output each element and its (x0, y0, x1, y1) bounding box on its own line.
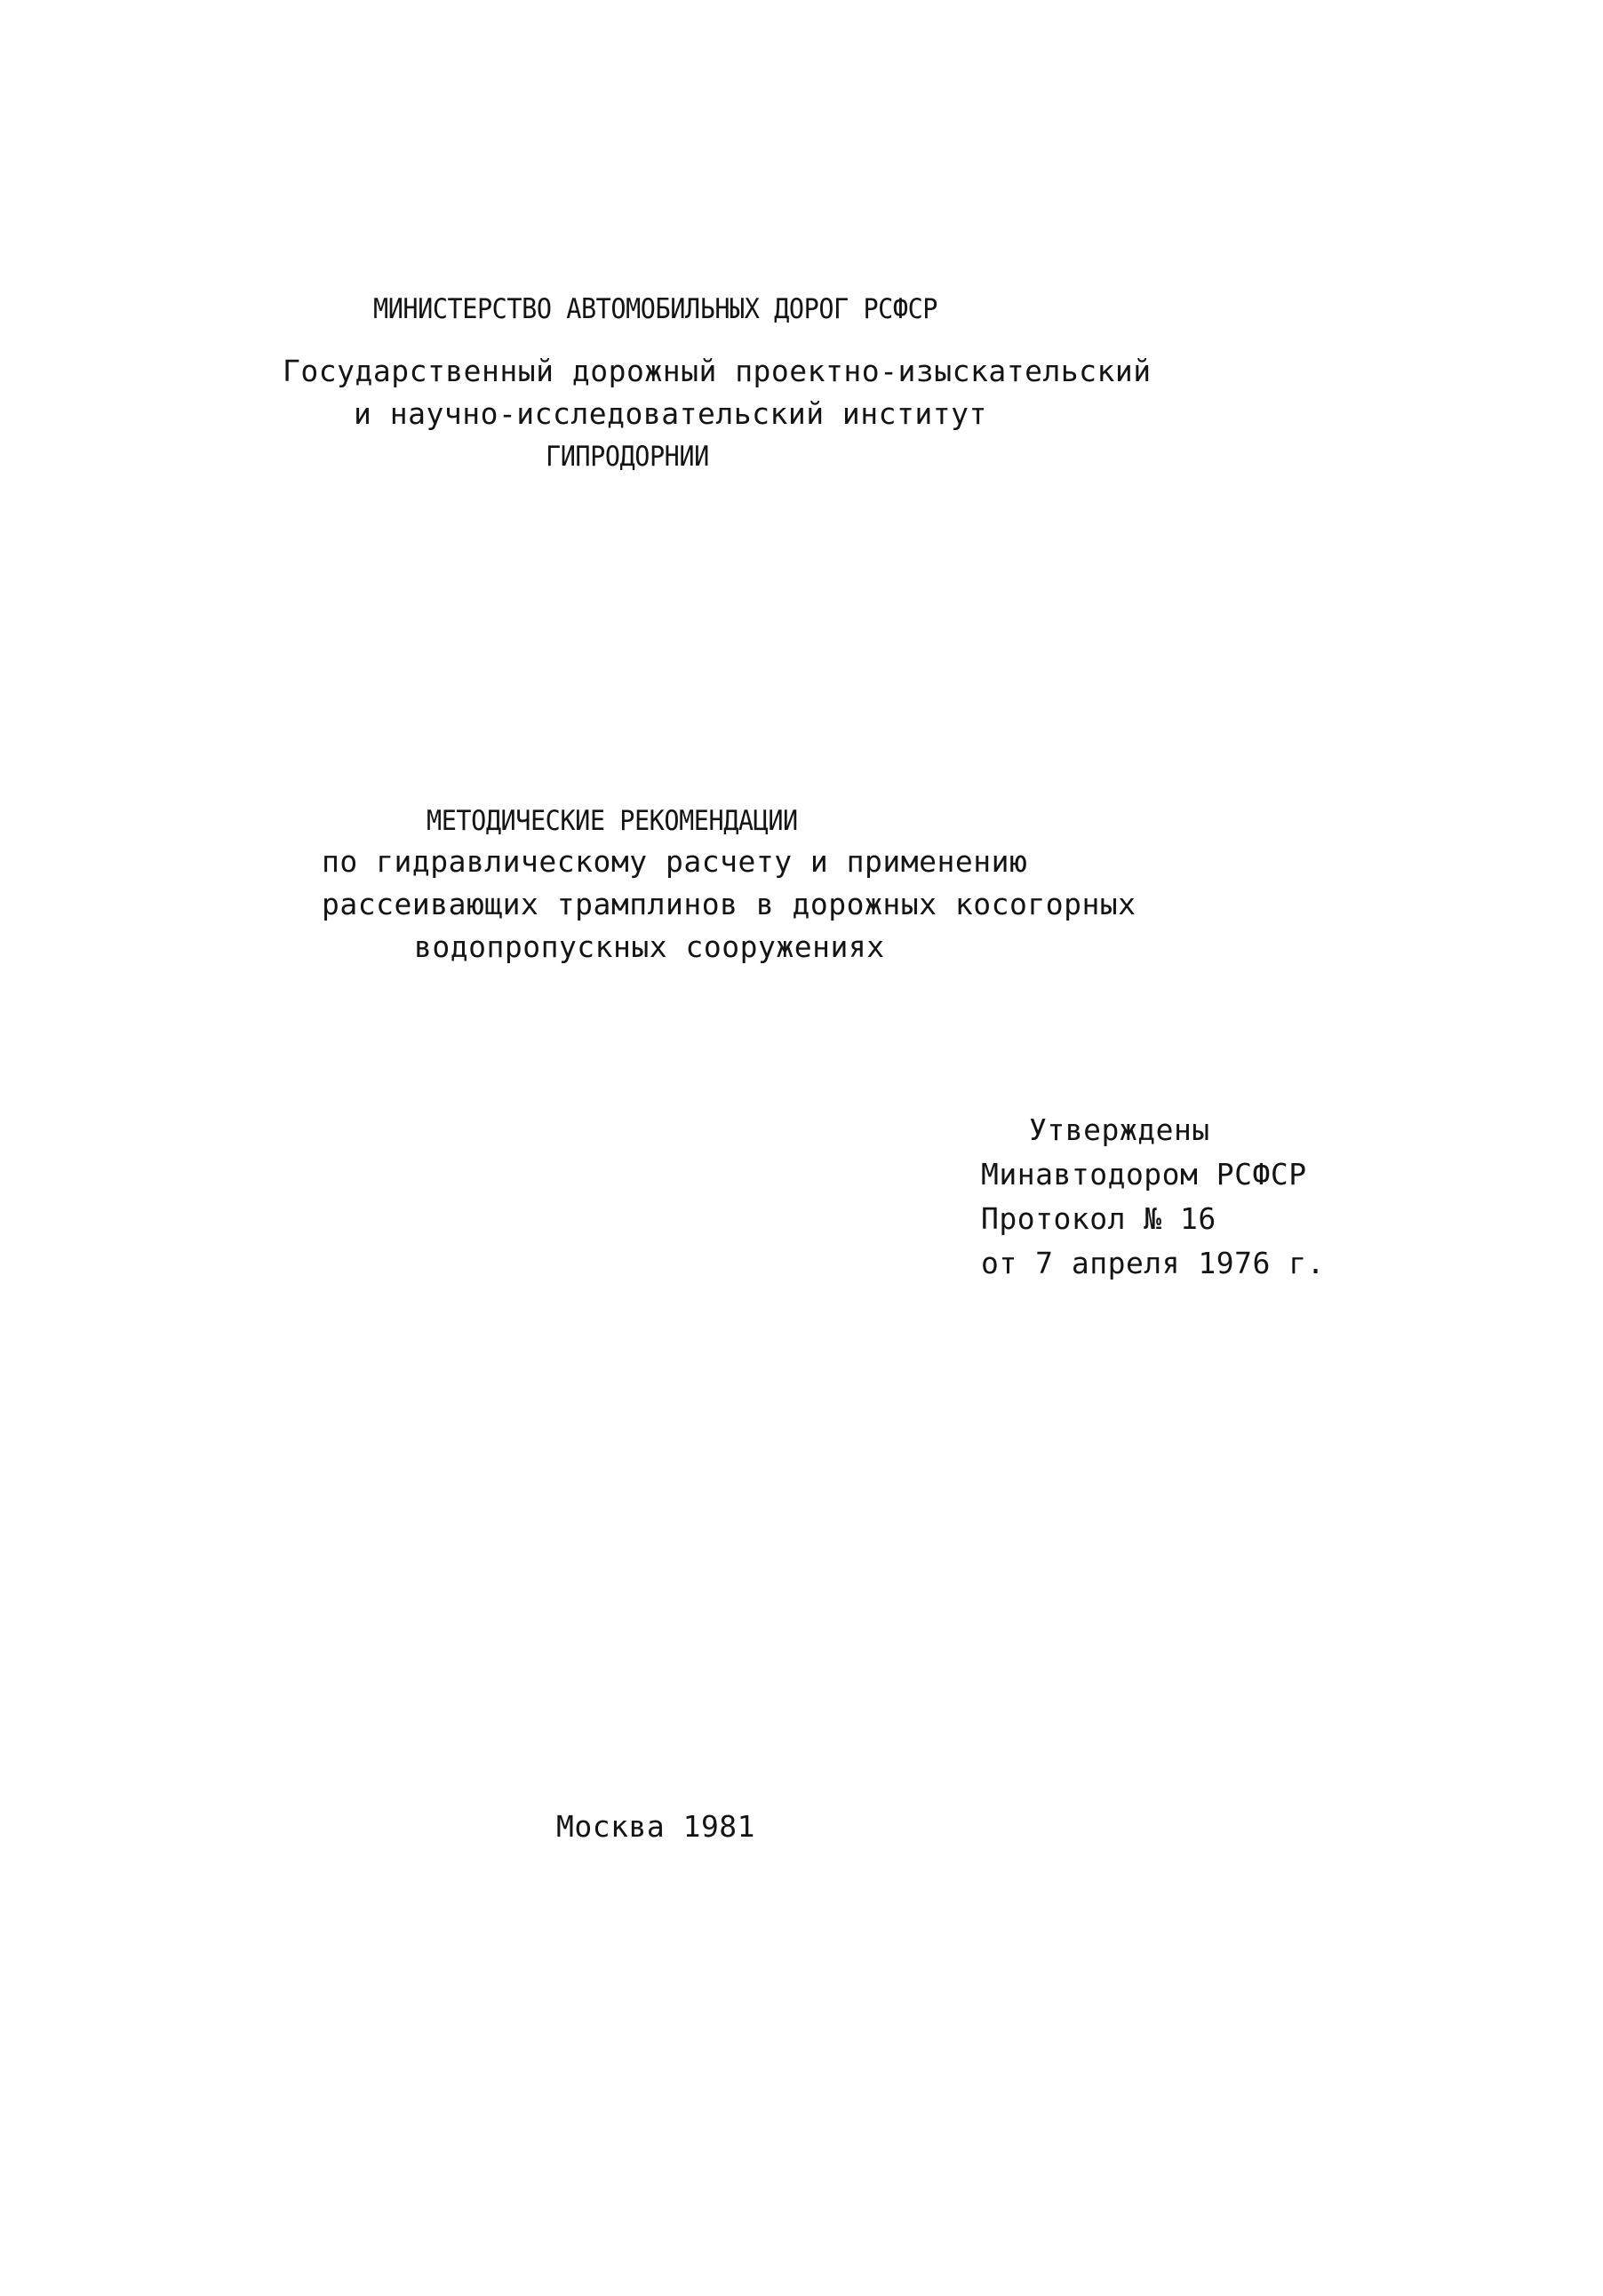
institute-line-2: и научно-исследовательский институт (354, 396, 987, 431)
title-line-1: по гидравлическому расчету и применению (322, 844, 1028, 879)
place-and-year: Москва 1981 (556, 1809, 756, 1844)
institute-line-1: Государственный дорожный проектно-изыскательский (283, 354, 1152, 388)
approval-line-3: Протокол № 16 (981, 1201, 1216, 1236)
title-line-3: водопропускных сооружениях (414, 929, 885, 964)
document-title: МЕТОДИЧЕСКИЕ РЕКОМЕНДАЦИИ (427, 805, 798, 837)
institute-abbreviation: ГИПРОДОРНИИ (546, 441, 709, 473)
approval-line-1: Утверждены (1029, 1112, 1210, 1147)
title-line-2: рассеивающих трамплинов в дорожных косогорных (322, 887, 1136, 921)
approval-line-2: Минавтодором РСФСР (981, 1157, 1307, 1192)
ministry-heading: МИНИСТЕРСТВО АВТОМОБИЛЬНЫХ ДОРОГ РСФСР (373, 293, 938, 325)
approval-line-4: от 7 апреля 1976 г. (981, 1246, 1325, 1280)
